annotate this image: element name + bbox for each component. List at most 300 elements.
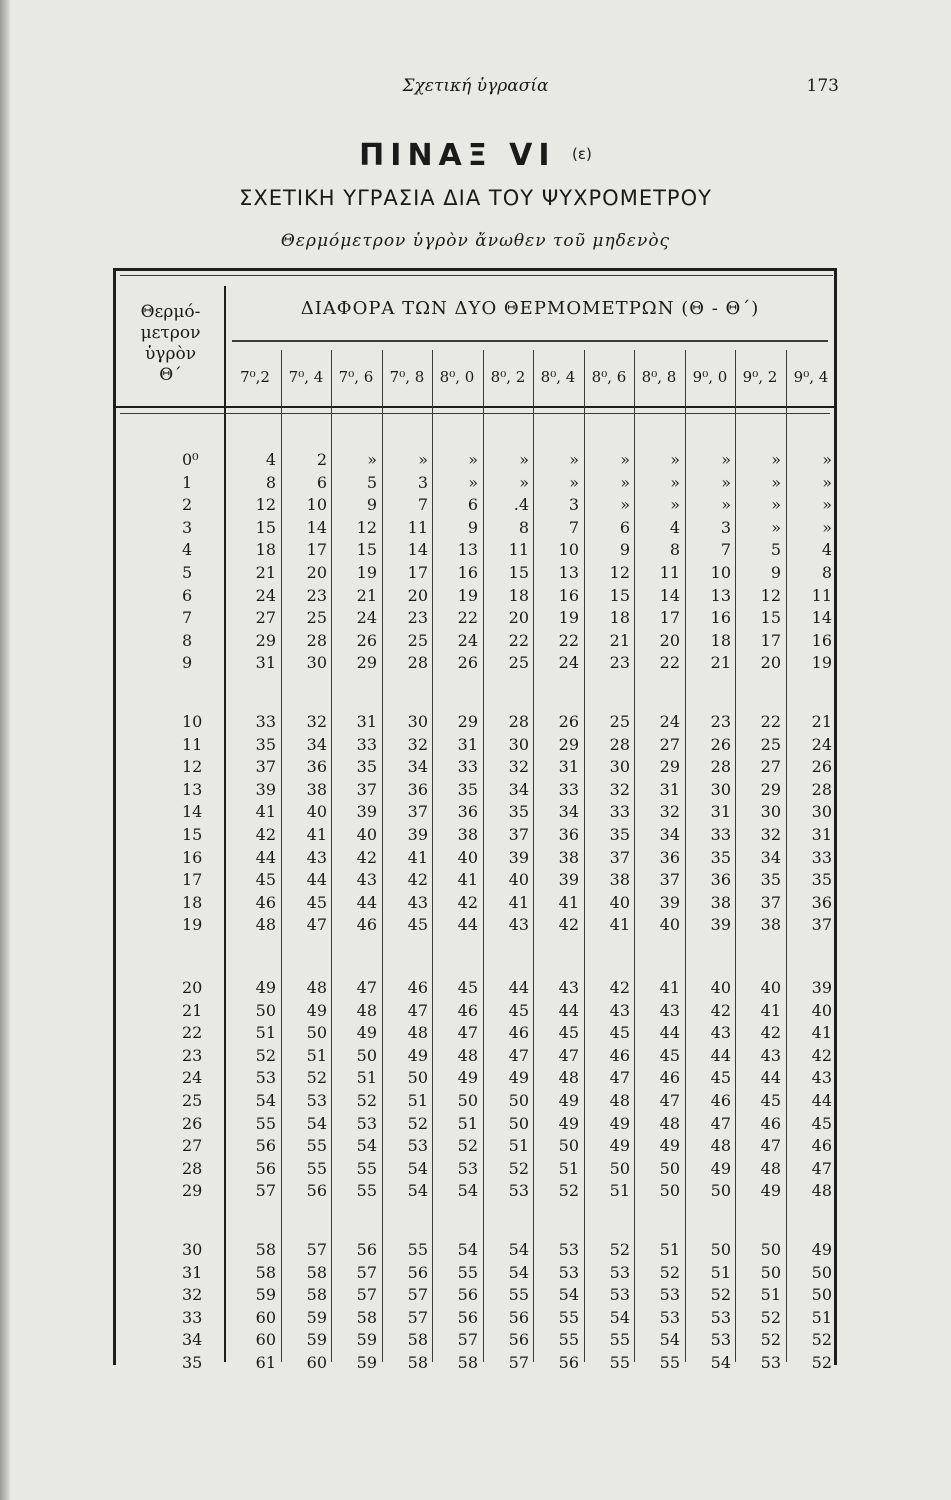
humidity-cell: 8 xyxy=(265,473,276,492)
humidity-cell: 46 xyxy=(508,1023,529,1042)
humidity-cell: 58 xyxy=(306,1285,327,1304)
humidity-cell: 39 xyxy=(659,893,680,912)
humidity-cell: 18 xyxy=(255,540,276,559)
humidity-cell: 57 xyxy=(457,1330,478,1349)
humidity-cell: 43 xyxy=(356,870,377,889)
column-header: 8⁰, 8 xyxy=(641,368,677,386)
humidity-cell: 50 xyxy=(811,1285,832,1304)
humidity-cell: 57 xyxy=(407,1308,428,1327)
humidity-cell: 32 xyxy=(508,757,529,776)
humidity-cell: 12 xyxy=(356,518,377,537)
humidity-cell: 28 xyxy=(508,712,529,731)
wet-bulb-temperature: 5 xyxy=(182,563,193,582)
humidity-cell: » xyxy=(721,473,731,492)
humidity-cell: 58 xyxy=(356,1308,377,1327)
humidity-cell: 6 xyxy=(316,473,327,492)
humidity-cell: 54 xyxy=(558,1285,579,1304)
humidity-cell: 11 xyxy=(659,563,680,582)
humidity-cell: 55 xyxy=(457,1263,478,1282)
humidity-cell: 52 xyxy=(407,1114,428,1133)
humidity-cell: 47 xyxy=(811,1159,832,1178)
humidity-cell: 35 xyxy=(609,825,630,844)
humidity-cell: 31 xyxy=(558,757,579,776)
humidity-cell: 41 xyxy=(558,893,579,912)
humidity-cell: 6 xyxy=(467,495,478,514)
humidity-cell: 42 xyxy=(457,893,478,912)
humidity-cell: 22 xyxy=(457,608,478,627)
humidity-cell: 49 xyxy=(659,1136,680,1155)
humidity-cell: 16 xyxy=(558,586,579,605)
humidity-cell: 31 xyxy=(356,712,377,731)
humidity-cell: 22 xyxy=(760,712,781,731)
humidity-cell: 33 xyxy=(710,825,731,844)
column-header: 7⁰,2 xyxy=(240,368,270,386)
humidity-cell: 30 xyxy=(407,712,428,731)
humidity-cell: 51 xyxy=(760,1285,781,1304)
humidity-cell: 20 xyxy=(508,608,529,627)
humidity-cell: 23 xyxy=(407,608,428,627)
humidity-cell: 31 xyxy=(457,735,478,754)
humidity-cell: 40 xyxy=(760,978,781,997)
column-header: 9⁰, 0 xyxy=(692,368,728,386)
frame-right-rule xyxy=(834,268,837,1365)
humidity-cell: 42 xyxy=(609,978,630,997)
humidity-cell: 23 xyxy=(306,586,327,605)
humidity-cell: 50 xyxy=(710,1181,731,1200)
humidity-cell: 55 xyxy=(609,1353,630,1372)
humidity-cell: 52 xyxy=(760,1330,781,1349)
humidity-cell: 11 xyxy=(508,540,529,559)
humidity-cell: 44 xyxy=(558,1001,579,1020)
humidity-cell: 48 xyxy=(407,1023,428,1042)
humidity-cell: 45 xyxy=(710,1068,731,1087)
humidity-cell: 20 xyxy=(659,631,680,650)
humidity-cell: 48 xyxy=(710,1136,731,1155)
humidity-cell: 50 xyxy=(659,1181,680,1200)
humidity-cell: 37 xyxy=(811,915,832,934)
column-header: 7⁰, 8 xyxy=(389,368,425,386)
stub-header-line: ὑγρὸν xyxy=(144,344,197,364)
humidity-cell: 55 xyxy=(659,1353,680,1372)
humidity-cell: 2 xyxy=(316,450,327,469)
humidity-cell: 54 xyxy=(356,1136,377,1155)
stub-header xyxy=(118,302,223,386)
humidity-cell: 45 xyxy=(811,1114,832,1133)
humidity-cell: 51 xyxy=(356,1068,377,1087)
stub-header-line: Θ´ xyxy=(159,365,182,385)
humidity-cell: 25 xyxy=(407,631,428,650)
humidity-cell: 38 xyxy=(710,893,731,912)
humidity-cell: » xyxy=(519,473,529,492)
humidity-cell: 18 xyxy=(710,631,731,650)
humidity-cell: » xyxy=(771,450,781,469)
wet-bulb-temperature: 19 xyxy=(182,915,203,934)
humidity-cell: » xyxy=(468,473,478,492)
humidity-cell: 24 xyxy=(659,712,680,731)
humidity-cell: 46 xyxy=(811,1136,832,1155)
wet-bulb-temperature: 0⁰ xyxy=(182,450,199,469)
humidity-cell: 40 xyxy=(710,978,731,997)
humidity-cell: 53 xyxy=(306,1091,327,1110)
humidity-cell: 24 xyxy=(811,735,832,754)
humidity-cell: » xyxy=(620,450,630,469)
column-header: 8⁰, 4 xyxy=(540,368,576,386)
humidity-cell: 56 xyxy=(306,1181,327,1200)
humidity-cell: 31 xyxy=(710,802,731,821)
humidity-cell: 50 xyxy=(760,1263,781,1282)
wet-bulb-temperature: 21 xyxy=(182,1001,203,1020)
humidity-cell: 54 xyxy=(407,1159,428,1178)
humidity-cell: 50 xyxy=(457,1091,478,1110)
humidity-cell: » xyxy=(771,495,781,514)
humidity-cell: 41 xyxy=(760,1001,781,1020)
humidity-cell: 19 xyxy=(457,586,478,605)
humidity-cell: 55 xyxy=(356,1181,377,1200)
humidity-cell: 10 xyxy=(710,563,731,582)
humidity-cell: 50 xyxy=(811,1263,832,1282)
humidity-cell: 50 xyxy=(306,1023,327,1042)
humidity-cell: 17 xyxy=(306,540,327,559)
humidity-cell: 33 xyxy=(558,780,579,799)
humidity-cell: 39 xyxy=(356,802,377,821)
humidity-cell: 12 xyxy=(255,495,276,514)
wet-bulb-temperature: 1 xyxy=(182,473,193,492)
wet-bulb-temperature: 14 xyxy=(182,802,203,821)
humidity-cell: 47 xyxy=(356,978,377,997)
humidity-cell: 29 xyxy=(255,631,276,650)
humidity-cell: » xyxy=(367,450,377,469)
humidity-cell: 51 xyxy=(306,1046,327,1065)
column-header: 8⁰, 2 xyxy=(490,368,526,386)
humidity-cell: 19 xyxy=(356,563,377,582)
humidity-cell: 14 xyxy=(306,518,327,537)
humidity-cell: 30 xyxy=(609,757,630,776)
table-title-suffix: (ε) xyxy=(572,145,592,163)
humidity-cell: 35 xyxy=(710,848,731,867)
humidity-cell: » xyxy=(721,495,731,514)
humidity-cell: 34 xyxy=(508,780,529,799)
humidity-cell: 58 xyxy=(255,1263,276,1282)
humidity-cell: 26 xyxy=(356,631,377,650)
humidity-cell: 53 xyxy=(760,1353,781,1372)
humidity-cell: 4 xyxy=(821,540,832,559)
humidity-cell: 50 xyxy=(659,1159,680,1178)
stub-header-line: Θερμό- xyxy=(140,302,201,322)
humidity-cell: 45 xyxy=(609,1023,630,1042)
humidity-cell: 11 xyxy=(811,586,832,605)
humidity-cell: 40 xyxy=(356,825,377,844)
humidity-cell: 41 xyxy=(811,1023,832,1042)
wet-bulb-temperature: 29 xyxy=(182,1181,203,1200)
stub-header-line: μετρον xyxy=(140,323,201,343)
humidity-cell: 24 xyxy=(558,653,579,672)
humidity-cell: 40 xyxy=(811,1001,832,1020)
humidity-cell: 7 xyxy=(568,518,579,537)
humidity-cell: 58 xyxy=(306,1263,327,1282)
humidity-cell: 50 xyxy=(508,1114,529,1133)
table-subtitle: ΣΧΕΤΙΚΗ ΥΓΡΑΣΙΑ ΔΙΑ ΤΟΥ ΨΥΧΡΟΜΕΤΡΟΥ xyxy=(239,186,712,210)
humidity-cell: 20 xyxy=(407,586,428,605)
humidity-cell: 34 xyxy=(760,848,781,867)
humidity-cell: 49 xyxy=(457,1068,478,1087)
humidity-cell: 9 xyxy=(467,518,478,537)
humidity-cell: 48 xyxy=(811,1181,832,1200)
humidity-cell: 32 xyxy=(659,802,680,821)
table-title xyxy=(0,138,951,173)
humidity-cell: 55 xyxy=(306,1159,327,1178)
humidity-cell: 44 xyxy=(760,1068,781,1087)
humidity-cell: 44 xyxy=(306,870,327,889)
humidity-cell: » xyxy=(620,473,630,492)
humidity-cell: 32 xyxy=(760,825,781,844)
humidity-cell: 16 xyxy=(811,631,832,650)
humidity-cell: 50 xyxy=(558,1136,579,1155)
humidity-cell: 16 xyxy=(457,563,478,582)
humidity-cell: 33 xyxy=(255,712,276,731)
humidity-cell: 29 xyxy=(659,757,680,776)
humidity-cell: 45 xyxy=(457,978,478,997)
humidity-cell: 17 xyxy=(659,608,680,627)
header-bottom-rule xyxy=(116,406,834,408)
wet-bulb-temperature: 30 xyxy=(182,1240,203,1259)
humidity-cell: 43 xyxy=(508,915,529,934)
wet-bulb-temperature: 22 xyxy=(182,1023,203,1042)
humidity-cell: 9 xyxy=(619,540,630,559)
humidity-cell: 44 xyxy=(659,1023,680,1042)
humidity-cell: 24 xyxy=(457,631,478,650)
humidity-cell: 28 xyxy=(306,631,327,650)
humidity-cell: 53 xyxy=(609,1263,630,1282)
wet-bulb-temperature: 9 xyxy=(182,653,193,672)
humidity-cell: » xyxy=(670,450,680,469)
humidity-cell: 55 xyxy=(407,1240,428,1259)
humidity-cell: 23 xyxy=(609,653,630,672)
humidity-cell: 9 xyxy=(366,495,377,514)
humidity-cell: 3 xyxy=(417,473,428,492)
humidity-cell: 9 xyxy=(770,563,781,582)
wet-bulb-temperature: 8 xyxy=(182,631,193,650)
humidity-cell: 45 xyxy=(407,915,428,934)
humidity-cell: 51 xyxy=(659,1240,680,1259)
humidity-cell: 48 xyxy=(558,1068,579,1087)
humidity-cell: 21 xyxy=(255,563,276,582)
frame-top-rule-inner xyxy=(120,275,833,276)
humidity-cell: 51 xyxy=(710,1263,731,1282)
humidity-cell: 42 xyxy=(760,1023,781,1042)
humidity-cell: 24 xyxy=(255,586,276,605)
humidity-cell: 43 xyxy=(811,1068,832,1087)
humidity-cell: 45 xyxy=(508,1001,529,1020)
humidity-cell: » xyxy=(822,473,832,492)
wet-bulb-temperature: 10 xyxy=(182,712,203,731)
humidity-cell: 40 xyxy=(306,802,327,821)
humidity-cell: 19 xyxy=(811,653,832,672)
humidity-cell: 54 xyxy=(508,1263,529,1282)
humidity-cell: 48 xyxy=(609,1091,630,1110)
humidity-cell: 45 xyxy=(255,870,276,889)
humidity-cell: 50 xyxy=(508,1091,529,1110)
humidity-cell: 56 xyxy=(508,1308,529,1327)
humidity-cell: 55 xyxy=(255,1114,276,1133)
humidity-cell: 45 xyxy=(306,893,327,912)
humidity-cell: 56 xyxy=(457,1308,478,1327)
humidity-cell: 56 xyxy=(558,1353,579,1372)
humidity-cell: 21 xyxy=(710,653,731,672)
header-bottom-rule-2 xyxy=(120,413,830,414)
humidity-cell: 7 xyxy=(417,495,428,514)
wet-bulb-temperature: 17 xyxy=(182,870,203,889)
humidity-cell: 60 xyxy=(306,1353,327,1372)
humidity-cell: 55 xyxy=(306,1136,327,1155)
column-header: 9⁰, 2 xyxy=(742,368,778,386)
humidity-cell: 51 xyxy=(255,1023,276,1042)
wet-bulb-temperature: 12 xyxy=(182,757,203,776)
humidity-cell: 51 xyxy=(457,1114,478,1133)
humidity-cell: 46 xyxy=(760,1114,781,1133)
page-number: 173 xyxy=(806,76,839,96)
humidity-cell: 50 xyxy=(407,1068,428,1087)
humidity-cell: 54 xyxy=(457,1181,478,1200)
humidity-cell: 16 xyxy=(710,608,731,627)
wet-bulb-temperature: 18 xyxy=(182,893,203,912)
humidity-cell: 27 xyxy=(760,757,781,776)
humidity-cell: 26 xyxy=(811,757,832,776)
humidity-cell: 56 xyxy=(255,1136,276,1155)
wet-bulb-temperature: 13 xyxy=(182,780,203,799)
humidity-cell: 30 xyxy=(710,780,731,799)
humidity-cell: 11 xyxy=(407,518,428,537)
humidity-cell: 59 xyxy=(356,1353,377,1372)
humidity-cell: 36 xyxy=(659,848,680,867)
humidity-cell: 26 xyxy=(710,735,731,754)
humidity-cell: 60 xyxy=(255,1330,276,1349)
humidity-cell: 38 xyxy=(558,848,579,867)
humidity-cell: 20 xyxy=(306,563,327,582)
humidity-cell: » xyxy=(721,450,731,469)
humidity-cell: 49 xyxy=(306,1001,327,1020)
humidity-cell: 49 xyxy=(811,1240,832,1259)
humidity-cell: 32 xyxy=(609,780,630,799)
humidity-cell: 37 xyxy=(659,870,680,889)
humidity-cell: 60 xyxy=(255,1308,276,1327)
humidity-cell: 41 xyxy=(609,915,630,934)
humidity-cell: 53 xyxy=(659,1308,680,1327)
humidity-cell: 45 xyxy=(659,1046,680,1065)
humidity-cell: 33 xyxy=(609,802,630,821)
humidity-cell: 35 xyxy=(457,780,478,799)
humidity-cell: 8 xyxy=(821,563,832,582)
humidity-cell: 58 xyxy=(407,1353,428,1372)
humidity-cell: 4 xyxy=(669,518,680,537)
humidity-cell: » xyxy=(822,495,832,514)
humidity-cell: » xyxy=(569,473,579,492)
wet-bulb-temperature: 20 xyxy=(182,978,203,997)
humidity-cell: 33 xyxy=(457,757,478,776)
humidity-cell: 36 xyxy=(558,825,579,844)
running-title: Σχετική ὑγρασία xyxy=(402,76,549,96)
humidity-cell: 52 xyxy=(255,1046,276,1065)
humidity-cell: 51 xyxy=(811,1308,832,1327)
humidity-cell: 47 xyxy=(659,1091,680,1110)
humidity-cell: 44 xyxy=(255,848,276,867)
humidity-cell: 32 xyxy=(306,712,327,731)
humidity-cell: 41 xyxy=(457,870,478,889)
humidity-cell: 29 xyxy=(356,653,377,672)
wet-bulb-temperature: 7 xyxy=(182,608,193,627)
humidity-cell: 40 xyxy=(457,848,478,867)
humidity-cell: 57 xyxy=(356,1263,377,1282)
humidity-cell: 37 xyxy=(508,825,529,844)
humidity-cell: 33 xyxy=(811,848,832,867)
wet-bulb-temperature: 34 xyxy=(182,1330,203,1349)
humidity-cell: 59 xyxy=(356,1330,377,1349)
humidity-cell: 25 xyxy=(508,653,529,672)
humidity-cell: 41 xyxy=(255,802,276,821)
humidity-cell: 37 xyxy=(356,780,377,799)
humidity-cell: 59 xyxy=(255,1285,276,1304)
humidity-cell: 41 xyxy=(508,893,529,912)
humidity-cell: 53 xyxy=(710,1308,731,1327)
humidity-cell: 14 xyxy=(659,586,680,605)
humidity-cell: 8 xyxy=(669,540,680,559)
humidity-cell: 27 xyxy=(659,735,680,754)
humidity-cell: 47 xyxy=(558,1046,579,1065)
humidity-cell: » xyxy=(670,495,680,514)
humidity-cell: 50 xyxy=(255,1001,276,1020)
humidity-cell: 17 xyxy=(407,563,428,582)
humidity-cell: 52 xyxy=(760,1308,781,1327)
humidity-cell: » xyxy=(418,450,428,469)
humidity-cell: » xyxy=(468,450,478,469)
humidity-cell: 49 xyxy=(558,1114,579,1133)
humidity-cell: 43 xyxy=(306,848,327,867)
humidity-cell: 47 xyxy=(760,1136,781,1155)
humidity-cell: 47 xyxy=(710,1114,731,1133)
column-header: 8⁰, 6 xyxy=(591,368,627,386)
humidity-cell: 49 xyxy=(356,1023,377,1042)
humidity-cell: 42 xyxy=(407,870,428,889)
humidity-cell: 17 xyxy=(760,631,781,650)
humidity-cell: 40 xyxy=(609,893,630,912)
humidity-cell: 39 xyxy=(407,825,428,844)
humidity-cell: 52 xyxy=(609,1240,630,1259)
humidity-cell: 53 xyxy=(457,1159,478,1178)
humidity-cell: 44 xyxy=(457,915,478,934)
humidity-cell: 43 xyxy=(407,893,428,912)
group-header-underline xyxy=(232,340,828,342)
humidity-cell: 35 xyxy=(356,757,377,776)
humidity-cell: 29 xyxy=(558,735,579,754)
humidity-cell: 52 xyxy=(659,1263,680,1282)
humidity-cell: 37 xyxy=(760,893,781,912)
humidity-cell: 34 xyxy=(659,825,680,844)
humidity-cell: 21 xyxy=(811,712,832,731)
wet-bulb-temperature: 23 xyxy=(182,1046,203,1065)
humidity-cell: 38 xyxy=(760,915,781,934)
humidity-cell: 48 xyxy=(356,1001,377,1020)
wet-bulb-temperature: 25 xyxy=(182,1091,203,1110)
humidity-cell: 34 xyxy=(306,735,327,754)
humidity-cell: 46 xyxy=(255,893,276,912)
humidity-cell: 51 xyxy=(609,1181,630,1200)
humidity-cell: 56 xyxy=(407,1263,428,1282)
humidity-cell: 48 xyxy=(457,1046,478,1065)
humidity-cell: 55 xyxy=(609,1330,630,1349)
humidity-cell: 52 xyxy=(356,1091,377,1110)
humidity-cell: 36 xyxy=(710,870,731,889)
humidity-cell: » xyxy=(822,518,832,537)
humidity-cell: 53 xyxy=(255,1068,276,1087)
